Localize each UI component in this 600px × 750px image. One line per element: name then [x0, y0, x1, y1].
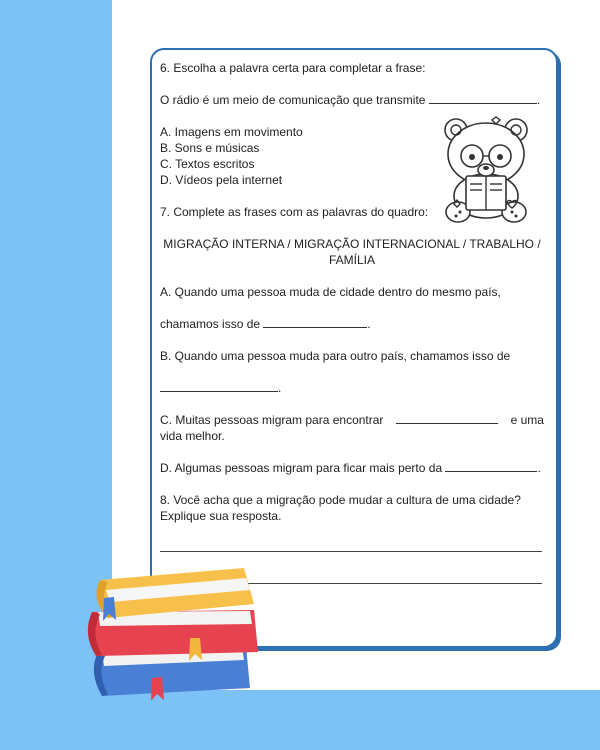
q7-a-answer-blank[interactable]	[263, 316, 367, 328]
q6-option-d: D. Vídeos pela internet	[160, 173, 283, 187]
q6-option-a: A. Imagens em movimento	[160, 125, 303, 139]
q7-a-line2	[160, 316, 371, 332]
q7-c-answer-blank[interactable]	[396, 412, 498, 424]
q8-answer-line-1[interactable]	[160, 551, 542, 552]
books-stack-icon	[78, 560, 268, 705]
q6-title: 6. Escolha a palavra certa para completar a frase:	[160, 61, 426, 75]
q7-title: 7. Complete as frases com as palavras do quadro:	[160, 205, 429, 219]
q6-sentence-end: .	[536, 93, 541, 107]
q7-a-text: chamamos isso de	[160, 317, 261, 331]
q6-sentence	[160, 92, 540, 108]
q6-option-c: C. Textos escritos	[160, 157, 255, 171]
q7-word-box-line2: FAMÍLIA	[328, 253, 375, 267]
q7-d-text: D. Algumas pessoas migram para ficar mais perto da	[160, 461, 443, 475]
q7-d-answer-blank[interactable]	[445, 460, 537, 472]
q8-line1: 8. Você acha que a migração pode mudar a cultura de uma cidade?	[160, 493, 521, 507]
q7-d-end: .	[537, 461, 541, 475]
q6-answer-blank[interactable]	[429, 92, 537, 104]
q7-c-line1	[160, 412, 544, 428]
q7-c-text: C. Muitas pessoas migram para encontrar	[160, 413, 384, 427]
q7-b-answer-blank[interactable]	[160, 380, 278, 392]
q7-word-box-line1: MIGRAÇÃO INTERNA / MIGRAÇÃO INTERNACIONAL / TRABALHO /	[163, 237, 541, 251]
q7-b-line2	[160, 380, 281, 396]
bear-reading-icon	[440, 112, 532, 224]
q7-b-end: .	[278, 381, 282, 395]
q7-c-line2: vida melhor.	[160, 429, 225, 443]
q6-option-b: B. Sons e músicas	[160, 141, 260, 155]
q8-line2: Explique sua resposta.	[160, 509, 282, 523]
q7-d-line	[160, 460, 541, 476]
q7-a-end: .	[367, 317, 371, 331]
q7-a-line1: A. Quando uma pessoa muda de cidade dentro do mesmo país,	[160, 285, 501, 299]
q6-sentence-text: O rádio é um meio de comunicação que transmite	[160, 93, 426, 107]
q7-c-text-end: e uma	[510, 413, 544, 427]
q7-b-line1: B. Quando uma pessoa muda para outro país, chamamos isso de	[160, 349, 511, 363]
